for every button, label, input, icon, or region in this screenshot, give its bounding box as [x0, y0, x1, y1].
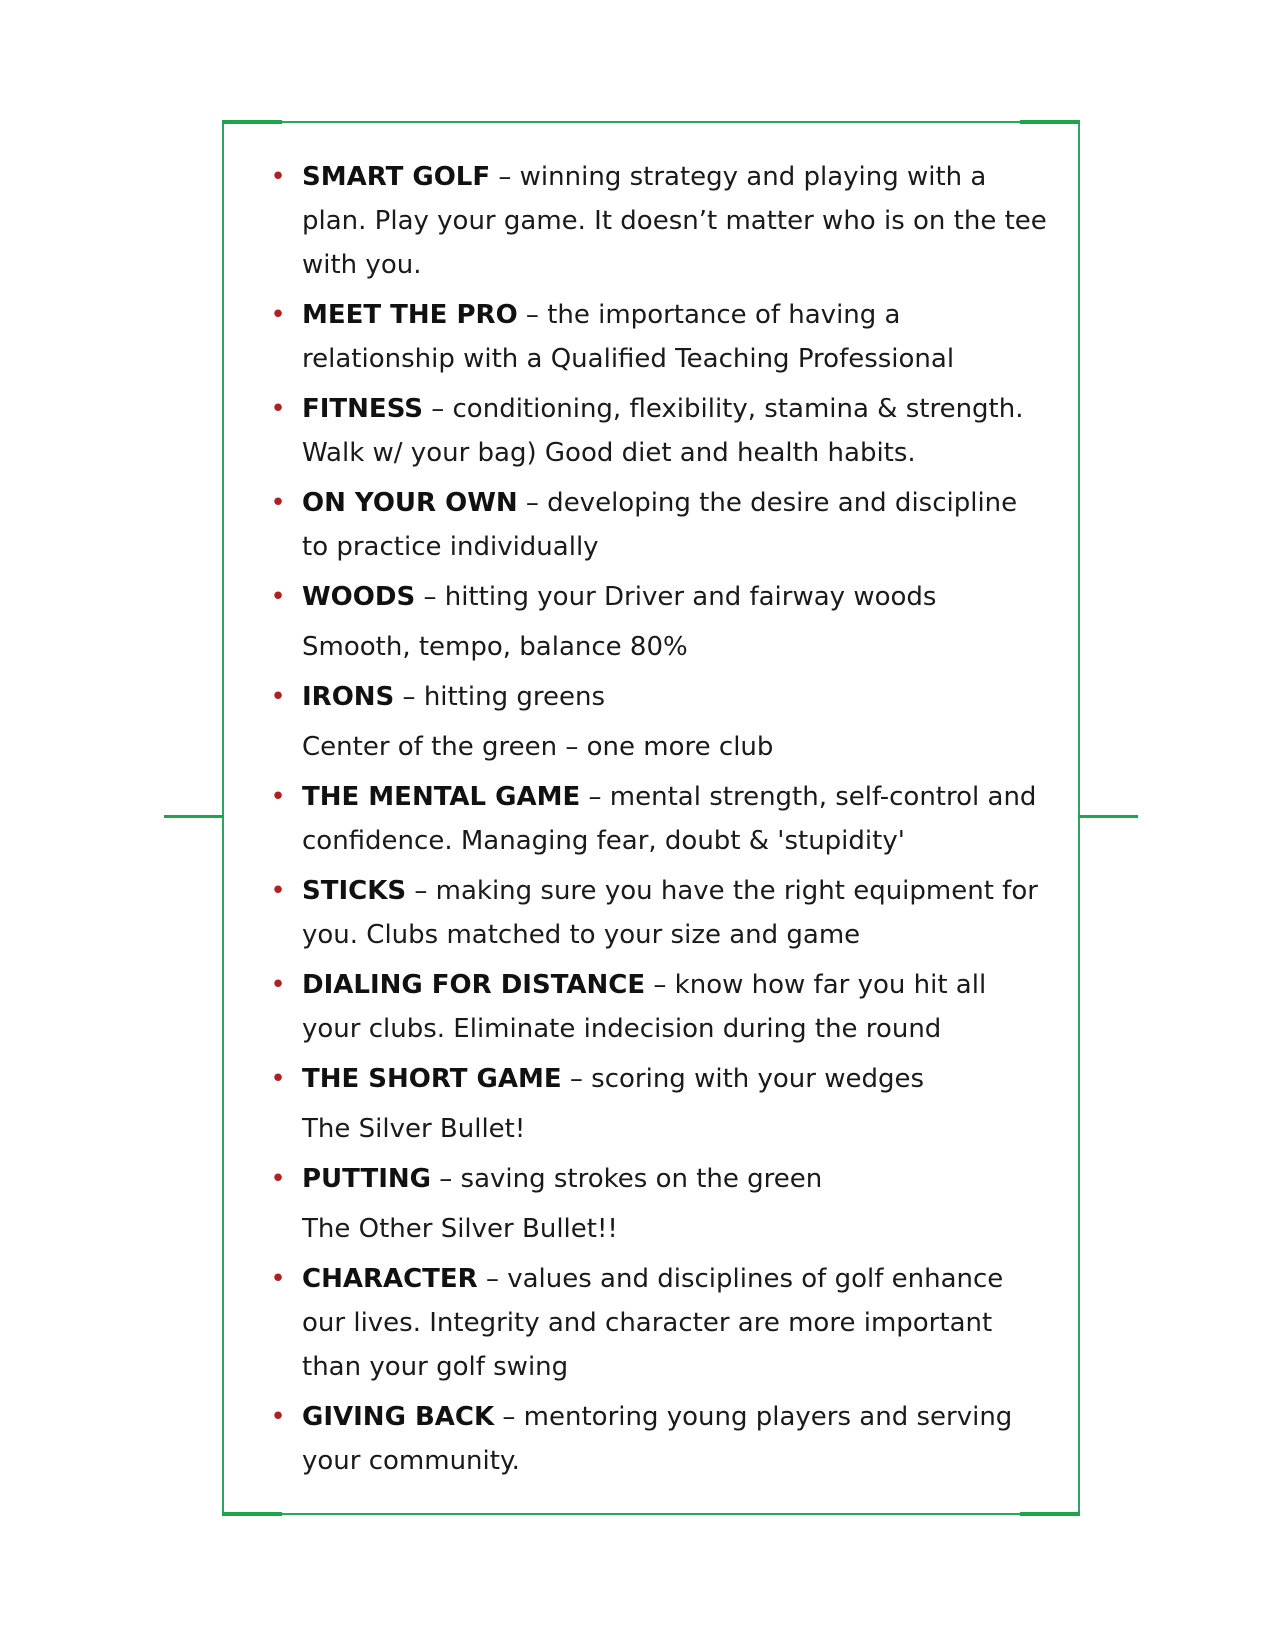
- bullet-icon: •: [270, 782, 286, 812]
- item-heading: MEET THE PRO: [302, 300, 518, 330]
- bullet-icon: •: [270, 682, 286, 712]
- item-text: – hitting your Driver and fairway woods: [415, 582, 937, 612]
- item-heading: STICKS: [302, 876, 407, 906]
- list-item: [224, 963, 1082, 1051]
- golf-topics-list: [224, 155, 1082, 1489]
- item-extra-line: Center of the green – one more club: [302, 732, 774, 762]
- list-item: [224, 293, 1082, 381]
- list-item: [224, 155, 1082, 287]
- item-text: – winning strategy and playing with a plan. Play your game. It doesn’t matter who is on the tee with you.: [302, 162, 1047, 280]
- bullet-icon: •: [270, 162, 286, 192]
- item-heading: SMART GOLF: [302, 162, 491, 192]
- item-line: [302, 1257, 1048, 1389]
- item-line: [302, 387, 1048, 475]
- item-text: – know how far you hit all your clubs. Eliminate indecision during the round: [302, 970, 987, 1044]
- frame-corner-top-right: [1020, 120, 1080, 124]
- item-extra-line: Smooth, tempo, balance 80%: [302, 632, 688, 662]
- item-line: [302, 869, 1048, 957]
- item-text: – values and disciplines of golf enhance our lives. Integrity and character are more important than your golf swing: [302, 1264, 1004, 1382]
- list-item: [224, 1057, 1082, 1151]
- item-heading: IRONS: [302, 682, 395, 712]
- item-heading: WOODS: [302, 582, 416, 612]
- item-text: – the importance of having a relationship with a Qualified Teaching Professional: [302, 300, 955, 374]
- bullet-icon: •: [270, 1402, 286, 1432]
- item-text: – conditioning, flexibility, stamina & strength. Walk w/ your bag) Good diet and health habits.: [302, 394, 1024, 468]
- frame-corner-bottom-right: [1020, 1512, 1080, 1516]
- item-text: – making sure you have the right equipment for you. Clubs matched to your size and game: [302, 876, 1038, 950]
- item-text: – scoring with your wedges: [561, 1064, 925, 1094]
- item-line: [302, 575, 1048, 619]
- item-text: – developing the desire and discipline to practice individually: [302, 488, 1018, 562]
- item-line: [302, 1057, 1048, 1101]
- list-item: [224, 1157, 1082, 1251]
- item-text: – mentoring young players and serving your community.: [302, 1402, 1013, 1476]
- bullet-icon: •: [270, 876, 286, 906]
- list-item: [224, 869, 1082, 957]
- item-heading: CHARACTER: [302, 1264, 478, 1294]
- bullet-icon: •: [270, 1164, 286, 1194]
- list-item: [224, 1395, 1082, 1483]
- list-item: [224, 575, 1082, 669]
- list-item: [224, 387, 1082, 475]
- bullet-icon: •: [270, 1264, 286, 1294]
- item-line: [302, 1157, 1048, 1201]
- frame-side-tick-right: [1078, 815, 1138, 818]
- item-text: – saving strokes on the green: [431, 1164, 823, 1194]
- content-frame: [222, 121, 1080, 1515]
- frame-corner-bottom-left: [222, 1512, 282, 1516]
- frame-side-tick-left: [164, 815, 224, 818]
- frame-corner-top-left: [222, 120, 282, 124]
- item-heading: GIVING BACK: [302, 1402, 495, 1432]
- item-heading: THE SHORT GAME: [302, 1064, 562, 1094]
- item-heading: ON YOUR OWN: [302, 488, 518, 518]
- item-line: [302, 155, 1048, 287]
- list-item: [224, 1257, 1082, 1389]
- item-heading: DIALING FOR DISTANCE: [302, 970, 646, 1000]
- item-heading: THE MENTAL GAME: [302, 782, 581, 812]
- item-text: – mental strength, self-control and confidence. Managing fear, doubt & 'stupidity': [302, 782, 1037, 856]
- item-extra-line: The Silver Bullet!: [302, 1114, 526, 1144]
- item-text: – hitting greens: [394, 682, 606, 712]
- item-line: [302, 775, 1048, 863]
- bullet-icon: •: [270, 582, 286, 612]
- bullet-icon: •: [270, 394, 286, 424]
- item-line: [302, 1395, 1048, 1483]
- list-item: [224, 481, 1082, 569]
- bullet-icon: •: [270, 970, 286, 1000]
- bullet-icon: •: [270, 488, 286, 518]
- list-item: [224, 775, 1082, 863]
- item-heading: FITNESS: [302, 394, 423, 424]
- bullet-icon: •: [270, 300, 286, 330]
- item-heading: PUTTING: [302, 1164, 432, 1194]
- item-extra-line: The Other Silver Bullet!!: [302, 1214, 618, 1244]
- item-line: [302, 963, 1048, 1051]
- item-line: [302, 293, 1048, 381]
- item-line: [302, 675, 1048, 719]
- list-item: [224, 675, 1082, 769]
- item-line: [302, 481, 1048, 569]
- bullet-icon: •: [270, 1064, 286, 1094]
